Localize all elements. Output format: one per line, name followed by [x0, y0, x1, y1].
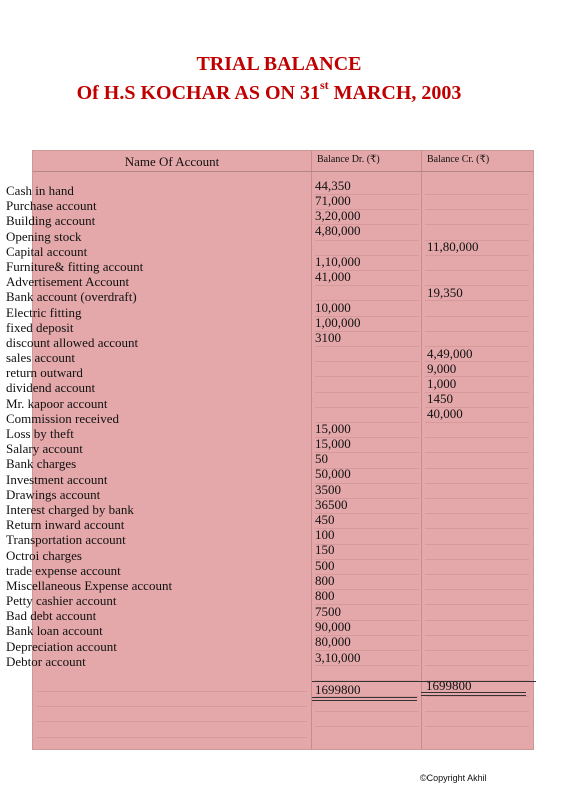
grid-line	[425, 422, 529, 423]
grid-line	[425, 468, 529, 469]
grid-line	[315, 361, 419, 362]
header-balance-cr: Balance Cr. (₹)	[427, 154, 490, 165]
grid-line	[425, 711, 529, 712]
account-row: Commission received	[6, 410, 120, 426]
account-row: Return inward account	[6, 517, 125, 533]
credit-value: 1,000	[427, 376, 457, 391]
debit-value: 100	[315, 527, 335, 542]
debit-value: 3100	[315, 330, 341, 345]
grid-line	[315, 376, 419, 377]
account-row: dividend account	[6, 380, 96, 396]
grid-line	[425, 209, 529, 210]
credit-value: 1450	[427, 391, 453, 406]
grid-line	[315, 726, 419, 727]
grid-line	[425, 498, 529, 499]
subtitle-superscript: st	[319, 78, 329, 92]
grid-line	[315, 665, 419, 666]
account-row: Octroi charges	[6, 547, 82, 563]
account-row: Capital account	[6, 243, 88, 259]
grid-line	[315, 346, 419, 347]
grid-line	[425, 255, 529, 256]
grid-line	[425, 559, 529, 560]
grid-line	[425, 194, 529, 195]
account-row: Bank charges	[6, 456, 77, 472]
header-underline	[33, 171, 533, 172]
debit-value: 4,80,000	[315, 223, 361, 238]
grid-line	[425, 665, 529, 666]
debit-value: 15,000	[315, 421, 351, 436]
account-row: Petty cashier account	[6, 593, 117, 609]
credit-value: 4,49,000	[427, 346, 473, 361]
grid-line	[425, 589, 529, 590]
account-row: Loss by theft	[6, 426, 74, 441]
grid-line	[425, 604, 529, 605]
debit-value: 44,350	[315, 178, 351, 193]
credit-value: 9,000	[427, 361, 457, 376]
total-cr-underline-2	[421, 695, 526, 696]
grid-line	[37, 737, 307, 738]
account-row: Drawings account	[6, 486, 101, 502]
account-row: return outward	[6, 365, 83, 381]
subtitle-date: MARCH, 2003	[328, 82, 462, 104]
grid-line	[425, 620, 529, 621]
account-row: discount allowed account	[6, 334, 139, 350]
grid-line	[425, 635, 529, 636]
column-divider-2	[421, 151, 422, 749]
subtitle-main: Of H.S KOCHAR AS ON 31	[76, 82, 320, 104]
account-row: Furniture& fitting account	[6, 258, 144, 274]
account-row: Purchase account	[6, 198, 97, 214]
grid-line	[315, 392, 419, 393]
account-row: Interest charged by bank	[6, 501, 134, 517]
grid-line	[315, 285, 419, 286]
account-row: Building account	[6, 213, 96, 229]
debit-value: 800	[315, 573, 335, 588]
account-row: Miscellaneous Expense account	[6, 577, 173, 593]
account-row: Debtor account	[6, 653, 86, 669]
account-row: Investment account	[6, 471, 108, 487]
account-row: sales account	[6, 350, 75, 366]
debit-value: 800	[315, 588, 335, 603]
debit-value: 36500	[315, 497, 348, 512]
account-row: Bank loan account	[6, 623, 103, 639]
account-row: Advertisement Account	[6, 274, 130, 290]
total-debit: 1699800	[315, 682, 361, 697]
debit-value: 71,000	[315, 193, 351, 208]
debit-value: 3,10,000	[315, 650, 361, 665]
debit-value: 80,000	[315, 634, 351, 649]
debit-value: 15,000	[315, 436, 351, 451]
title-subtitle	[0, 78, 551, 105]
grid-line	[425, 224, 529, 225]
debit-value: 3500	[315, 482, 341, 497]
account-name-list	[6, 183, 172, 669]
account-row: Bad debt account	[6, 608, 97, 624]
account-row: Depreciation account	[6, 638, 117, 654]
account-row: fixed deposit	[6, 319, 74, 335]
grid-line	[425, 513, 529, 514]
title-trial-balance: TRIAL BALANCE	[196, 53, 362, 75]
debit-value: 7500	[315, 604, 341, 619]
grid-line	[425, 331, 529, 332]
grid-line	[425, 696, 529, 697]
grid-line	[425, 726, 529, 727]
grid-line	[315, 452, 419, 453]
debit-value: 500	[315, 558, 335, 573]
grid-line	[425, 437, 529, 438]
debit-value: 1,00,000	[315, 315, 361, 330]
account-row: Salary account	[6, 441, 83, 457]
account-row: Mr. kapoor account	[6, 395, 108, 411]
grid-line	[425, 316, 529, 317]
copyright-notice: ©Copyright Akhil	[420, 773, 487, 783]
debit-value: 90,000	[315, 619, 351, 634]
account-row: Cash in hand	[6, 183, 74, 198]
credit-value: 19,350	[427, 285, 463, 300]
debit-value: 41,000	[315, 269, 351, 284]
account-row: Transportation account	[6, 532, 126, 548]
grid-line	[37, 721, 307, 722]
grid-line	[425, 483, 529, 484]
credit-value: 11,80,000	[427, 239, 479, 254]
column-divider-1	[311, 151, 312, 749]
grid-line	[425, 650, 529, 651]
grid-line	[425, 270, 529, 271]
grid-line	[425, 544, 529, 545]
debit-value: 150	[315, 542, 335, 557]
debit-value: 10,000	[315, 300, 351, 315]
grid-line	[37, 706, 307, 707]
grid-line	[315, 711, 419, 712]
debit-value: 3,20,000	[315, 208, 361, 223]
account-row: Opening stock	[6, 228, 82, 244]
grid-line	[425, 452, 529, 453]
total-underline-2	[312, 700, 417, 701]
header-balance-dr: Balance Dr. (₹)	[317, 154, 380, 165]
account-row: trade expense account	[6, 562, 121, 578]
debit-value: 50,000	[315, 466, 351, 481]
grid-line	[315, 240, 419, 241]
grid-line	[425, 300, 529, 301]
grid-line	[37, 691, 307, 692]
total-credit: 1699800	[426, 678, 472, 693]
header-name-of-account: Name Of Account	[124, 154, 220, 169]
debit-value: 50	[315, 451, 328, 466]
grid-line	[425, 574, 529, 575]
credit-value: 40,000	[427, 406, 463, 421]
account-row: Bank account (overdraft)	[6, 289, 137, 305]
debit-value: 1,10,000	[315, 254, 361, 269]
grid-line	[315, 407, 419, 408]
account-row: Electric fitting	[6, 304, 82, 320]
debit-value: 450	[315, 512, 335, 527]
grid-line	[425, 528, 529, 529]
